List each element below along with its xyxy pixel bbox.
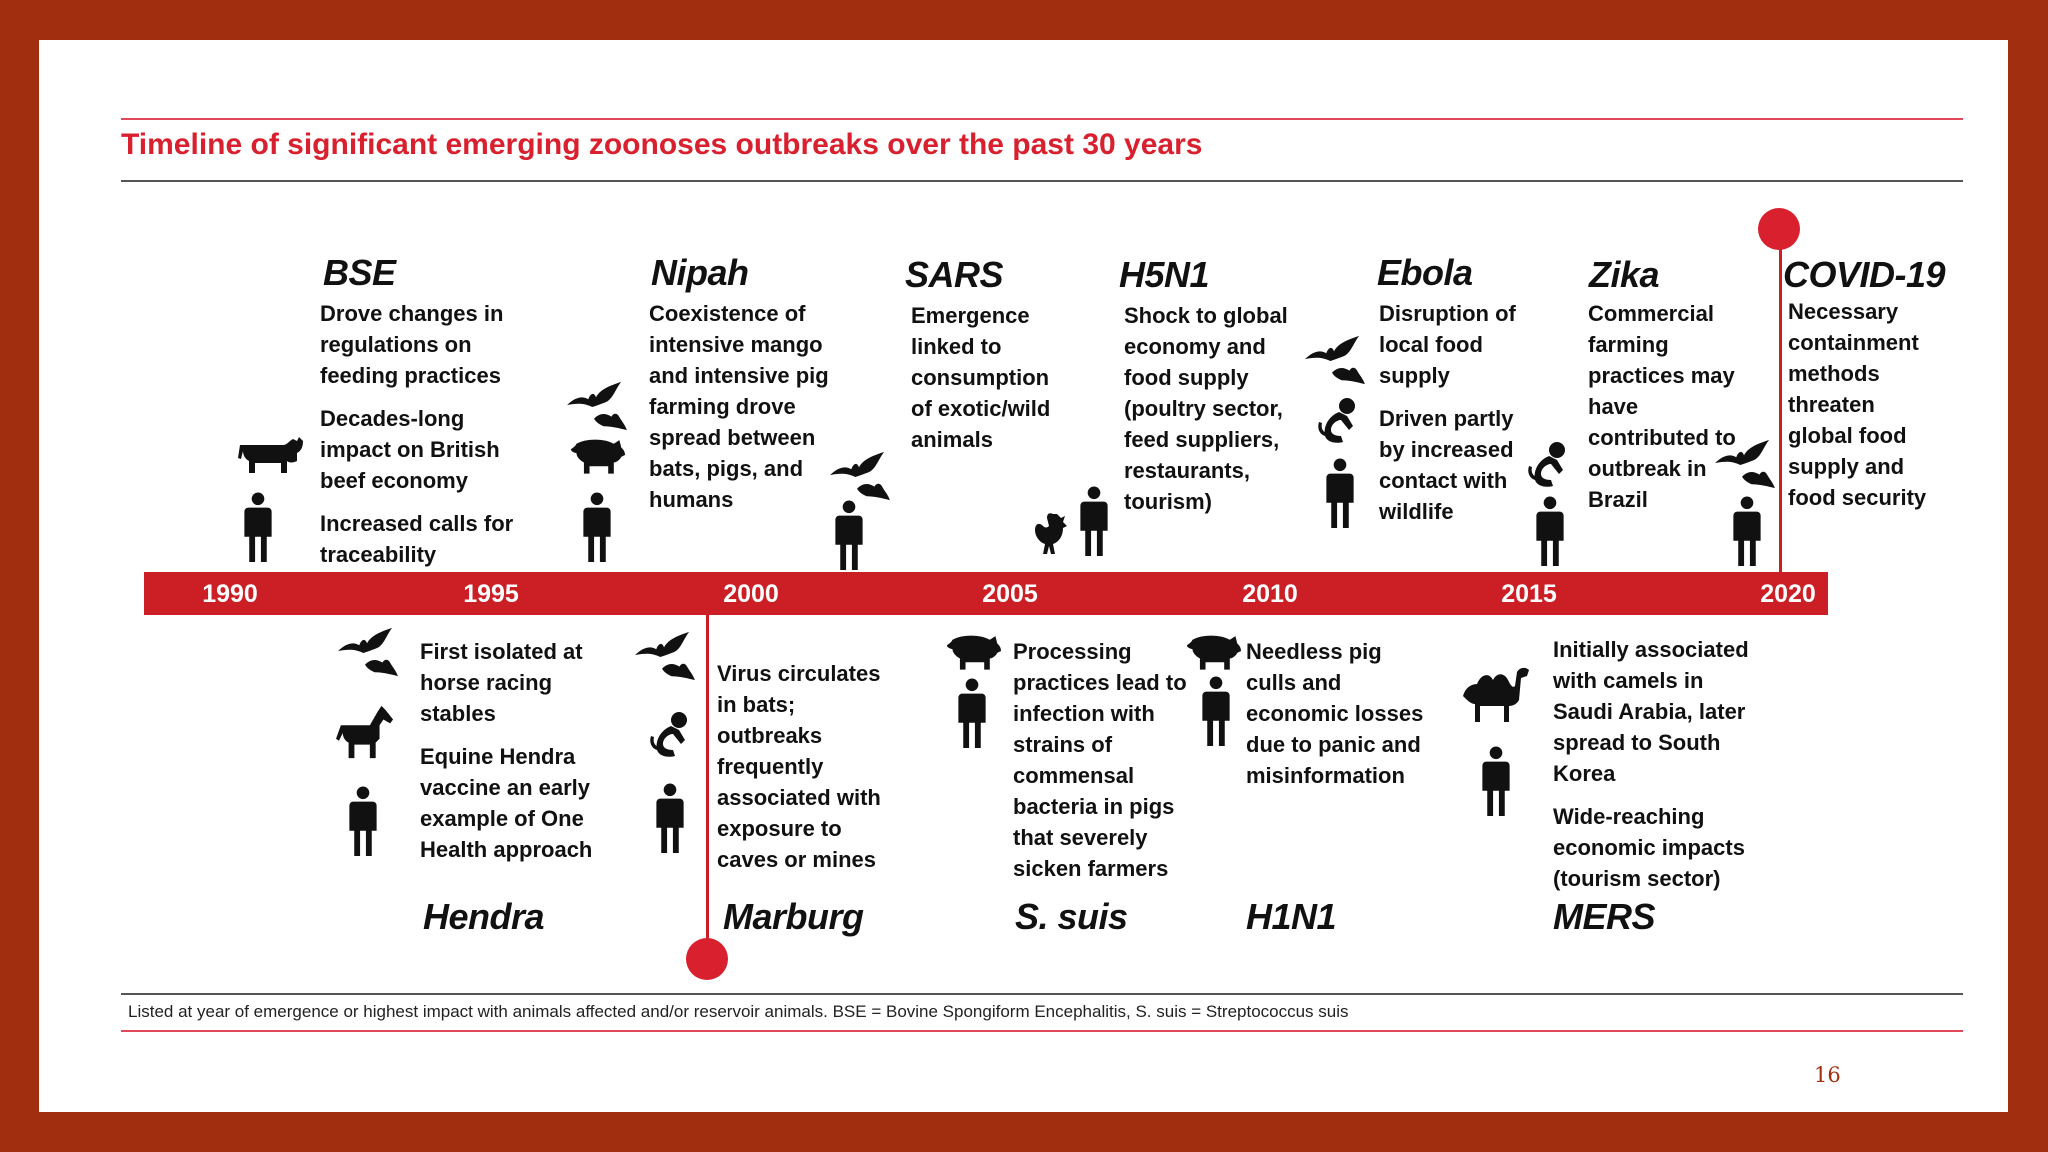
monkey-icon [649, 710, 693, 758]
year-2020: 2020 [1760, 580, 1816, 608]
person-icon [243, 492, 273, 564]
footnote: Listed at year of emergence or highest impact with animals affected and/or reservoir animals. BSE = Bovine Spongiform Encephalitis, S. suis = Streptococcus suis [128, 1002, 1349, 1021]
year-1990: 1990 [202, 580, 258, 608]
event-desc-h1n1 [1246, 636, 1436, 803]
event-desc-h5n1 [1124, 300, 1299, 529]
h5n1-desc-1: Shock to global economy and food supply (poultry sector, feed suppliers, restaurants, tourism) [1124, 303, 1288, 514]
event-desc-marburg [717, 658, 897, 887]
event-name-hendra: Hendra [423, 896, 545, 937]
pig-icon [569, 436, 625, 474]
covid-desc-1: Necessary containment methods threaten global food supply and food security [1788, 299, 1927, 510]
event-desc-zika [1588, 298, 1748, 527]
ebola-desc-2: Driven partly by increased contact with wildlife [1379, 406, 1514, 524]
event-name-ebola: Ebola [1377, 252, 1473, 293]
h1n1-desc-1: Needless pig culls and economic losses due to panic and misinformation [1246, 639, 1424, 788]
person-icon [834, 500, 864, 572]
bat-icon [336, 626, 398, 680]
event-name-bse: BSE [323, 252, 396, 293]
hendra-desc-2: Equine Hendra vaccine an early example of One Health approach [420, 744, 593, 862]
event-name-zika: Zika [1589, 254, 1660, 295]
person-icon [348, 786, 378, 858]
marburg-marker-stem [706, 615, 709, 970]
s-suis-desc-1: Processing practices lead to infection with strains of commensal bacteria in pigs that severely sicken farmers [1013, 639, 1187, 881]
person-icon [1325, 458, 1355, 530]
page-number: 16 [1814, 1063, 1841, 1087]
sars-desc-1: Emergence linked to consumption of exotic/wild animals [911, 303, 1051, 452]
event-desc-sars [911, 300, 1071, 467]
year-2010: 2010 [1242, 580, 1298, 608]
monkey-icon [1317, 396, 1361, 444]
event-desc-hendra [420, 636, 610, 865]
marburg-marker-dot [686, 938, 728, 980]
bse-desc-3: Increased calls for traceability [320, 511, 514, 567]
bse-desc-1: Drove changes in regulations on feeding practices [320, 301, 504, 388]
person-icon [1481, 746, 1511, 818]
horse-icon [335, 704, 397, 762]
bat-icon [1303, 334, 1365, 388]
event-desc-bse [320, 298, 525, 582]
title-bottom-rule [121, 180, 1963, 182]
footnote-top-rule [121, 993, 1963, 995]
nipah-desc-1: Coexistence of intensive mango and intensive pig farming drove spread between bats, pigs, and humans [649, 301, 829, 512]
page-title: Timeline of significant emerging zoonoses outbreaks over the past 30 years [121, 128, 1203, 161]
ebola-desc-1: Disruption of local food supply [1379, 301, 1516, 388]
camel-icon [1461, 666, 1531, 726]
event-desc-nipah [649, 298, 834, 527]
person-icon [957, 678, 987, 750]
bat-icon [565, 380, 627, 434]
event-desc-ebola [1379, 298, 1529, 539]
event-name-mers: MERS [1553, 896, 1656, 937]
event-name-h1n1: H1N1 [1246, 896, 1337, 937]
event-name-h5n1: H5N1 [1119, 254, 1210, 295]
mers-desc-2: Wide-reaching economic impacts (tourism sector) [1553, 804, 1745, 891]
covid-marker-stem [1779, 230, 1782, 574]
bat-icon [633, 630, 695, 684]
event-name-marburg: Marburg [723, 896, 864, 937]
monkey-icon [1527, 440, 1571, 488]
event-desc-s-suis [1013, 636, 1188, 896]
event-name-s-suis: S. suis [1015, 896, 1128, 937]
zika-desc-1: Commercial farming practices may have contributed to outbreak in Brazil [1588, 301, 1736, 512]
event-desc-mers [1553, 634, 1758, 894]
hendra-desc-1: First isolated at horse racing stables [420, 639, 583, 726]
mers-desc-1: Initially associated with camels in Saudi Arabia, later spread to South Korea [1553, 637, 1749, 786]
rooster-icon [1033, 512, 1073, 556]
event-name-sars: SARS [905, 254, 1004, 295]
title-top-rule [121, 118, 1963, 120]
event-name-nipah: Nipah [651, 252, 749, 293]
pig-icon [945, 632, 1001, 670]
marburg-desc-1: Virus circulates in bats; outbreaks frequently associated with exposure to caves or mines [717, 661, 881, 872]
person-icon [1079, 486, 1109, 558]
year-1995: 1995 [463, 580, 519, 608]
pig-icon [1185, 632, 1241, 670]
person-icon [1535, 496, 1565, 568]
covid-marker-dot [1758, 208, 1800, 250]
event-name-covid-19: COVID-19 [1783, 254, 1946, 295]
bat-icon [828, 450, 890, 504]
footnote-bottom-rule [121, 1030, 1963, 1032]
person-icon [582, 492, 612, 564]
year-2000: 2000 [723, 580, 779, 608]
slide [39, 40, 2008, 1112]
year-2015: 2015 [1501, 580, 1557, 608]
person-icon [1201, 676, 1231, 748]
bat-icon [1713, 438, 1775, 492]
year-2005: 2005 [982, 580, 1038, 608]
cow-icon [235, 435, 305, 479]
person-icon [1732, 496, 1762, 568]
event-desc-covid-19 [1788, 296, 1938, 525]
person-icon [655, 783, 685, 855]
bse-desc-2: Decades-long impact on British beef economy [320, 406, 500, 493]
